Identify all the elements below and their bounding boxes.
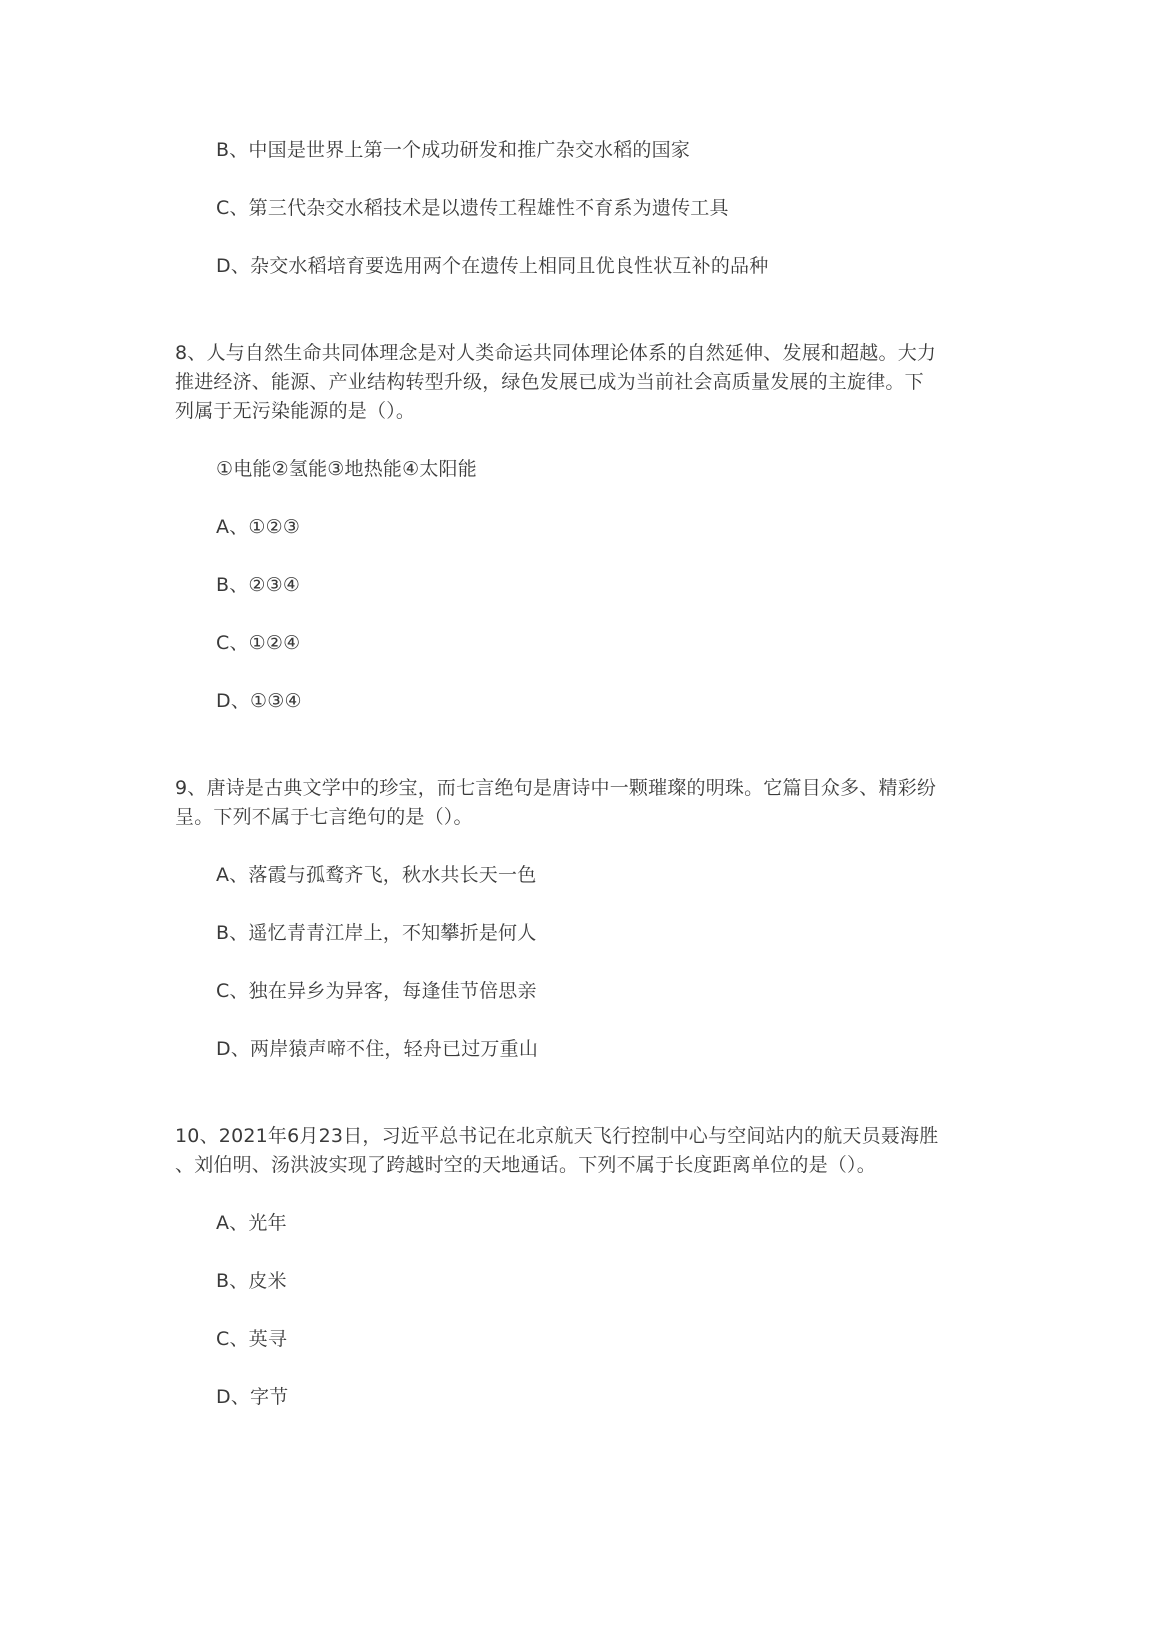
q8-option-d: D、①③④ bbox=[216, 690, 302, 712]
q9-option-c: C、独在异乡为异客，每逢佳节倍思亲 bbox=[216, 980, 537, 1002]
q10-stem-line-1: 10、2021年6月23日，习近平总书记在北京航天飞行控制中心与空间站内的航天员聂海胜 bbox=[175, 1125, 939, 1147]
q9-option-a: A、落霞与孤鹜齐飞，秋水共长天一色 bbox=[216, 864, 537, 886]
q10-option-b: B、皮米 bbox=[216, 1270, 287, 1292]
q8-option-c: C、①②④ bbox=[216, 632, 301, 654]
q8-option-a: A、①②③ bbox=[216, 516, 301, 538]
q7-option-b: B、中国是世界上第一个成功研发和推广杂交水稻的国家 bbox=[216, 139, 691, 161]
q9-option-b: B、遥忆青青江岸上，不知攀折是何人 bbox=[216, 922, 537, 944]
q9-stem-line-1: 9、唐诗是古典文学中的珍宝，而七言绝句是唐诗中一颗璀璨的明珠。它篇目众多、精彩纷 bbox=[175, 777, 937, 799]
q10-option-a: A、光年 bbox=[216, 1212, 287, 1234]
q8-stem-line-1: 8、人与自然生命共同体理念是对人类命运共同体理论体系的自然延伸、发展和超越。大力 bbox=[175, 342, 937, 364]
q7-option-c: C、第三代杂交水稻技术是以遗传工程雄性不育系为遗传工具 bbox=[216, 197, 729, 219]
q10-option-c: C、英寻 bbox=[216, 1328, 288, 1350]
q8-option-b: B、②③④ bbox=[216, 574, 301, 596]
q8-stem-line-2: 推进经济、能源、产业结构转型升级，绿色发展已成为当前社会高质量发展的主旋律。下 bbox=[175, 371, 924, 393]
q9-option-d: D、两岸猿声啼不住，轻舟已过万重山 bbox=[216, 1038, 539, 1060]
q10-option-d: D、字节 bbox=[216, 1386, 289, 1408]
q10-stem-line-2: 、刘伯明、汤洪波实现了跨越时空的天地通话。下列不属于长度距离单位的是（）。 bbox=[175, 1154, 876, 1176]
q9-stem-line-2: 呈。下列不属于七言绝句的是（）。 bbox=[175, 806, 473, 828]
q8-item-list: ①电能②氢能③地热能④太阳能 bbox=[216, 458, 477, 480]
q8-stem-line-3: 列属于无污染能源的是（）。 bbox=[175, 400, 416, 422]
q7-option-d: D、杂交水稻培育要选用两个在遗传上相同且优良性状互补的品种 bbox=[216, 255, 769, 277]
